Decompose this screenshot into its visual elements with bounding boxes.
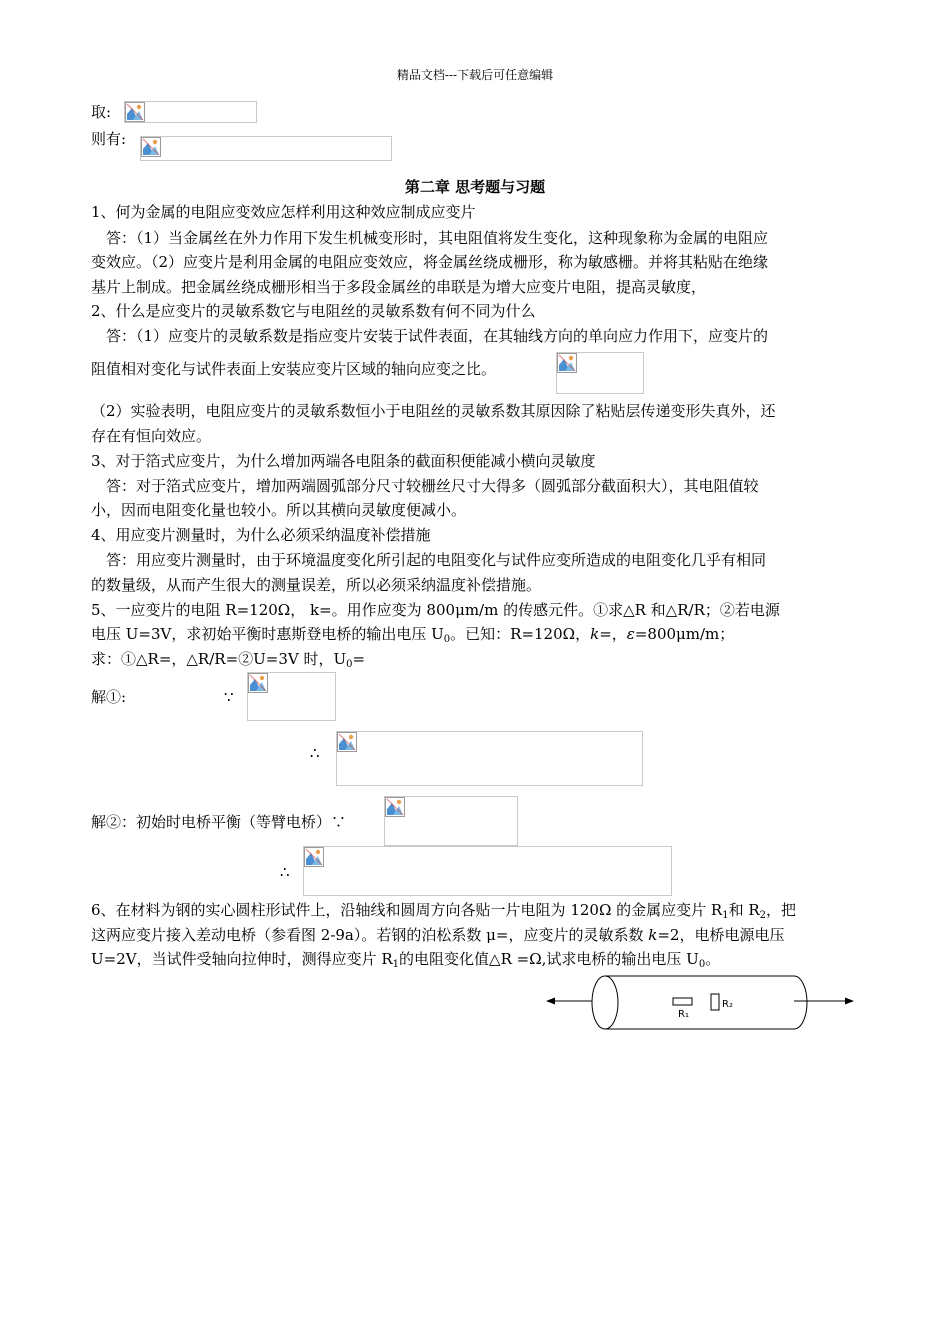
then-label: 则有: — [91, 130, 127, 148]
answer-4-line: 的数量级，从而产生很大的测量误差，所以必须采纳温度补偿措施。 — [91, 576, 542, 594]
cylinder-right-end — [794, 976, 807, 1029]
left-arrow-head — [546, 998, 555, 1005]
answer-2-line: 存在有恒向效应。 — [91, 427, 212, 445]
question-6-line: 6、在材料为钢的实心圆柱形试件上，沿轴线和圆周方向各贴一片电阻为 120Ω 的金属应变片 $R_1$和 $R_2$，把 — [91, 901, 797, 921]
answer-3-line: 答：对于箔式应变片，增加两端圆弧部分尺寸较栅丝尺寸大得多（圆弧部分截面积大），其电阻值较 — [106, 477, 759, 495]
broken-image-icon — [385, 797, 405, 817]
right-arrow-head — [845, 998, 854, 1005]
therefore-symbol: ∴ — [310, 744, 320, 762]
broken-image-icon — [557, 353, 577, 373]
take-label: 取: — [91, 103, 112, 121]
answer-2-line: 答：（1）应变片的灵敏系数是指应变片安装于试件表面，在其轴线方向的单向应力作用下，应变片的 — [106, 327, 769, 345]
answer-1-line: 基片上制成。把金属丝绕成栅形相当于多段金属丝的串联是为增大应变片电阻，提高灵敏度， — [91, 278, 707, 296]
formula-image — [303, 846, 672, 896]
therefore-symbol: ∴ — [280, 863, 290, 881]
chapter-title: 第二章 思考题与习题 — [404, 178, 546, 196]
question-6-line: U=2V，当试件受轴向拉伸时，测得应变片 $R_1$的电阻变化值△R =Ω,试求电桥的输出电压 $U_0$。 — [91, 950, 721, 970]
question-3: 3、对于箔式应变片，为什么增加两端各电阻条的截面积便能减小横向灵敏度 — [91, 452, 596, 470]
question-1: 1、何为金属的电阻应变效应怎样利用这种效应制成应变片 — [91, 203, 476, 221]
gauge-r1 — [673, 998, 692, 1005]
broken-image-icon — [125, 102, 145, 122]
cylinder-left-end — [592, 976, 618, 1029]
answer-2-line: （2）实验表明，电阻应变片的灵敏系数恒小于电阻丝的灵敏系数其原因除了粘贴层传递变形失真外，还 — [91, 402, 776, 420]
gauge-r2 — [711, 994, 719, 1010]
question-5: 5、一应变片的电阻 R=120Ω， k=。用作应变为 800μm/m 的传感元件。①求△R 和△R/R；②若电源 — [91, 601, 780, 619]
answer-1-line: 变效应。（2）应变片是利用金属的电阻应变效应，将金属丝绕成栅形，称为敏感栅。并将其粘贴在绝缘 — [91, 253, 769, 271]
formula-image — [336, 731, 643, 786]
formula-image — [556, 352, 644, 394]
page-header: 精品文档---下载后可任意编辑 — [396, 68, 554, 82]
question-2: 2、什么是应变片的灵敏系数它与电阻丝的灵敏系数有何不同为什么 — [91, 302, 536, 320]
r1-label: R₁ — [678, 1009, 689, 1020]
broken-image-icon — [337, 732, 357, 752]
solution-1-label: 解①: — [91, 688, 127, 706]
formula-image — [140, 136, 392, 161]
because-symbol: ∵ — [224, 688, 234, 706]
formula-image — [384, 796, 518, 846]
broken-image-icon — [304, 847, 324, 867]
question-5-line: 电压 U=3V，求初始平衡时惠斯登电桥的输出电压 $U_0$。已知：R=120Ω，k=，ε=800μm/m； — [91, 625, 735, 645]
question-6-line: 这两应变片接入差动电桥（参看图 2-9a）。若钢的泊松系数 μ=，应变片的灵敏系数 k=2，电桥电源电压 — [91, 926, 785, 944]
solution-2-label: 解②：初始时电桥平衡（等臂电桥）∵ — [91, 813, 347, 831]
formula-image — [124, 101, 257, 123]
broken-image-icon — [248, 673, 268, 693]
cylinder-strain-gauge-figure — [540, 970, 860, 1032]
answer-2-line: 阻值相对变化与试件表面上安装应变片区域的轴向应变之比。 — [91, 360, 497, 378]
formula-image — [247, 672, 336, 721]
answer-3-line: 小，因而电阻变化量也较小。所以其横向灵敏度便减小。 — [91, 501, 467, 519]
r2-label: R₂ — [722, 999, 733, 1010]
answer-4-line: 答：用应变片测量时，由于环境温度变化所引起的电阻变化与试件应变所造成的电阻变化几乎有相同 — [106, 551, 767, 569]
question-4: 4、用应变片测量时，为什么必须采纳温度补偿措施 — [91, 526, 431, 544]
broken-image-icon — [141, 137, 161, 157]
question-5-line: 求：①△R=，△R/R=②U=3V 时，$U_0=$ — [91, 650, 366, 670]
answer-1-line: 答：（1）当金属丝在外力作用下发生机械变形时，其电阻值将发生变化，这种现象称为金属的电阻应 — [106, 229, 769, 247]
